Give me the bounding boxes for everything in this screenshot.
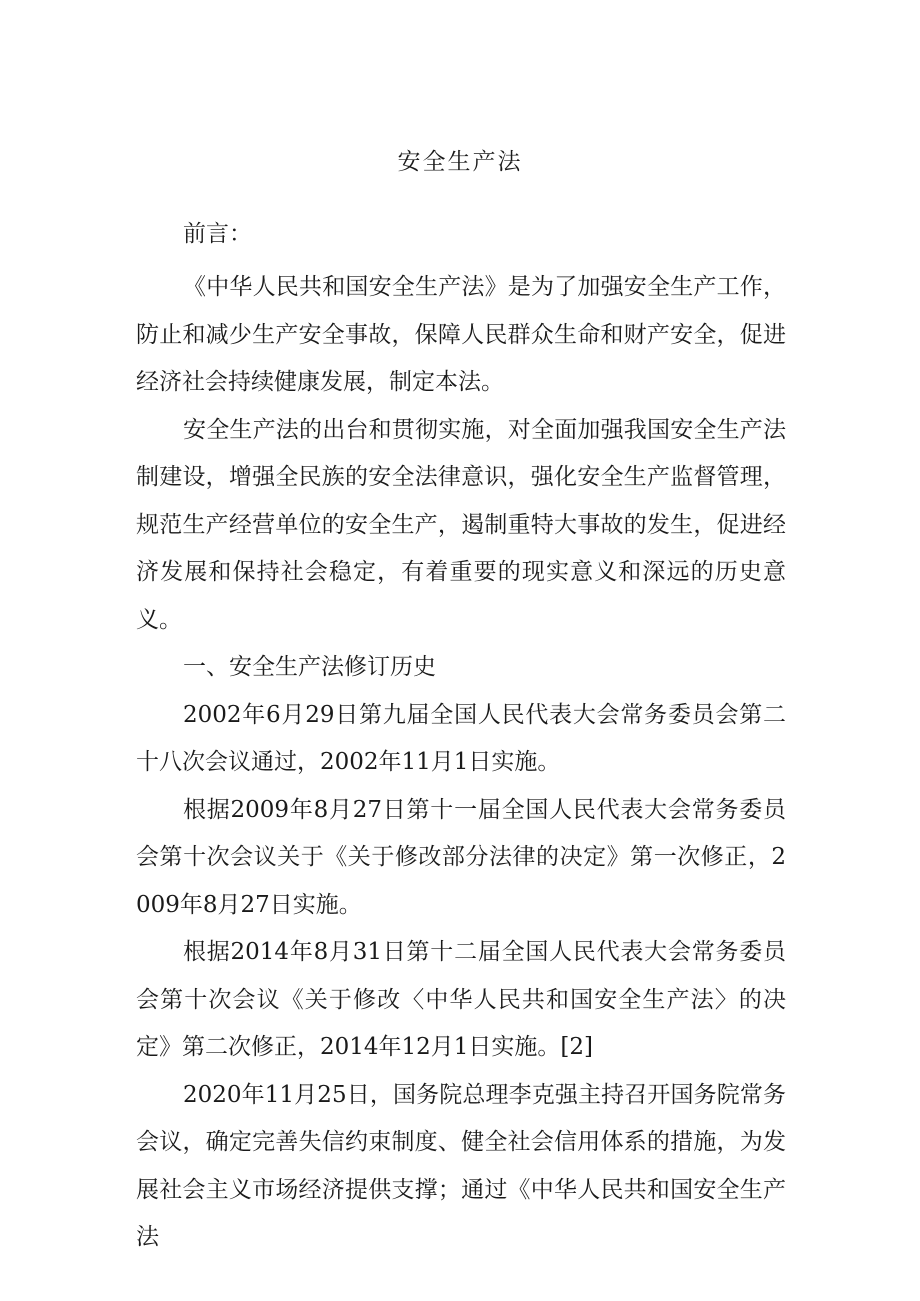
document-title: 安全生产法 [397, 149, 523, 175]
history-item-2020: 2020年11月25日，国务院总理李克强主持召开国务院常务会议，确定完善失信约束制度、健全社会信用体系的措施，为发展社会主义市场经济提供支撑；通过《中华人民共和国安全生产法 [136, 1081, 786, 1250]
document-body [136, 264, 786, 1262]
preface-label: 前言： [183, 221, 252, 247]
paragraph-significance: 安全生产法的出台和贯彻实施，对全面加强我国安全生产法制建设，增强全民族的安全法律意识，强化安全生产监督管理，规范生产经营单位的安全生产，遏制重特大事故的发生，促进经济发展和保持社会稳定，有着重要的现实意义和深远的历史意义。 [136, 416, 786, 633]
history-item-2014: 根据2014年8月31日第十二届全国人民代表大会常务委员会第十次会议《关于修改〈中华人民共和国安全生产法〉的决定》第二次修正，2014年12月1日实施。[2] [136, 939, 786, 1060]
history-item-2009: 根据2009年8月27日第十一届全国人民代表大会常务委员会第十次会议关于《关于修改部分法律的决定》第一次修正，2009年8月27日实施。 [136, 796, 786, 918]
paragraph-purpose: 《中华人民共和国安全生产法》是为了加强安全生产工作，防止和减少生产安全事故，保障人民群众生命和财产安全，促进经济社会持续健康发展，制定本法。 [136, 274, 786, 395]
history-item-2002: 2002年6月29日第九届全国人民代表大会常务委员会第二十八次会议通过，2002年11月1日实施。 [136, 701, 786, 775]
section-heading: 一、安全生产法修订历史 [183, 654, 436, 680]
